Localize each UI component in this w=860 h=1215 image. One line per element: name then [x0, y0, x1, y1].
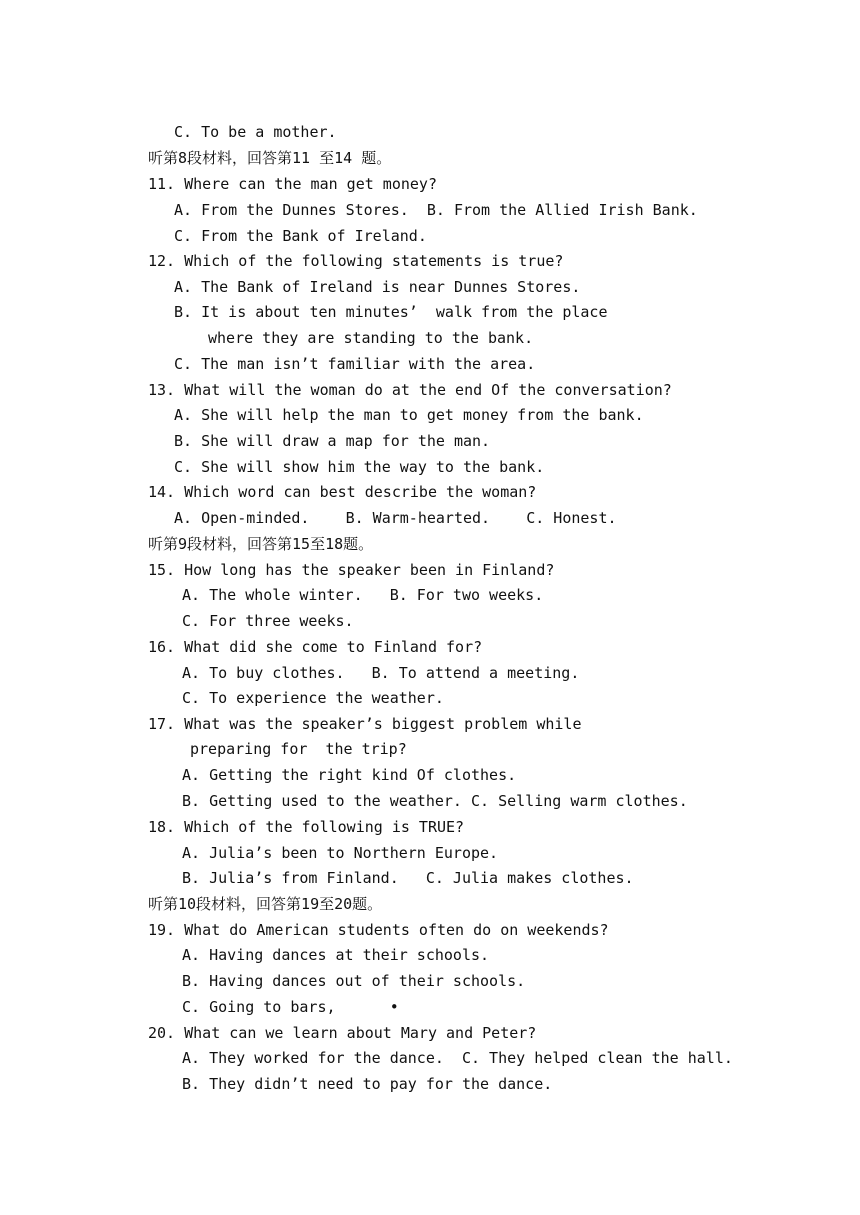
answer-option: B. It is about ten minutes’ walk from the place: [174, 303, 608, 321]
question: 17. What was the speaker’s biggest problem while: [148, 715, 582, 733]
question-continuation: preparing for the trip?: [190, 740, 407, 758]
answer-option: A. The Bank of Ireland is near Dunnes Stores.: [174, 278, 581, 296]
answer-option: B. Getting used to the weather. C. Selling warm clothes.: [182, 792, 688, 810]
question: 20. What can we learn about Mary and Peter?: [148, 1024, 537, 1042]
answer-option: A. Having dances at their schools.: [182, 946, 490, 964]
answer-option: C. From the Bank of Ireland.: [174, 227, 427, 245]
answer-option-continuation: where they are standing to the bank.: [208, 329, 534, 347]
question: 16. What did she come to Finland for?: [148, 638, 483, 656]
answer-option: B. Having dances out of their schools.: [182, 972, 526, 990]
question: 13. What will the woman do at the end Of the conversation?: [148, 381, 672, 399]
answer-option: A. To buy clothes. B. To attend a meeting.: [182, 664, 580, 682]
answer-option: C. To experience the weather.: [182, 689, 444, 707]
question: 15. How long has the speaker been in Finland?: [148, 561, 555, 579]
answer-option: A. The whole winter. B. For two weeks.: [182, 586, 544, 604]
answer-option: B. They didn’t need to pay for the dance.: [182, 1075, 553, 1093]
answer-option: A. She will help the man to get money from the bank.: [174, 406, 644, 424]
answer-option: B. Julia’s from Finland. C. Julia makes clothes.: [182, 869, 634, 887]
answer-option: C. For three weeks.: [182, 612, 354, 630]
section-heading: 听第10段材料，回答第19至20题。: [148, 895, 383, 913]
answer-option: A. Getting the right kind Of clothes.: [182, 766, 517, 784]
question: 19. What do American students often do on weekends?: [148, 921, 609, 939]
question: 14. Which word can best describe the woman?: [148, 483, 537, 501]
answer-option: A. Julia’s been to Northern Europe.: [182, 844, 499, 862]
answer-option: B. She will draw a map for the man.: [174, 432, 491, 450]
section-heading: 听第8段材料，回答第11 至14 题。: [148, 149, 392, 167]
answer-option: A. From the Dunnes Stores. B. From the Allied Irish Bank.: [174, 201, 698, 219]
answer-option: C. The man isn’t familiar with the area.: [174, 355, 536, 373]
answer-option: C. Going to bars, •: [182, 998, 399, 1016]
answer-option: C. She will show him the way to the bank.: [174, 458, 545, 476]
section-heading: 听第9段材料，回答第15至18题。: [148, 535, 374, 553]
text-line: C. To be a mother.: [174, 123, 337, 141]
answer-option: A. Open-minded. B. Warm-hearted. C. Honest.: [174, 509, 617, 527]
answer-option: A. They worked for the dance. C. They helped clean the hall.: [182, 1049, 733, 1067]
question: 18. Which of the following is TRUE?: [148, 818, 465, 836]
question: 12. Which of the following statements is true?: [148, 252, 564, 270]
question: 11. Where can the man get money?: [148, 175, 437, 193]
